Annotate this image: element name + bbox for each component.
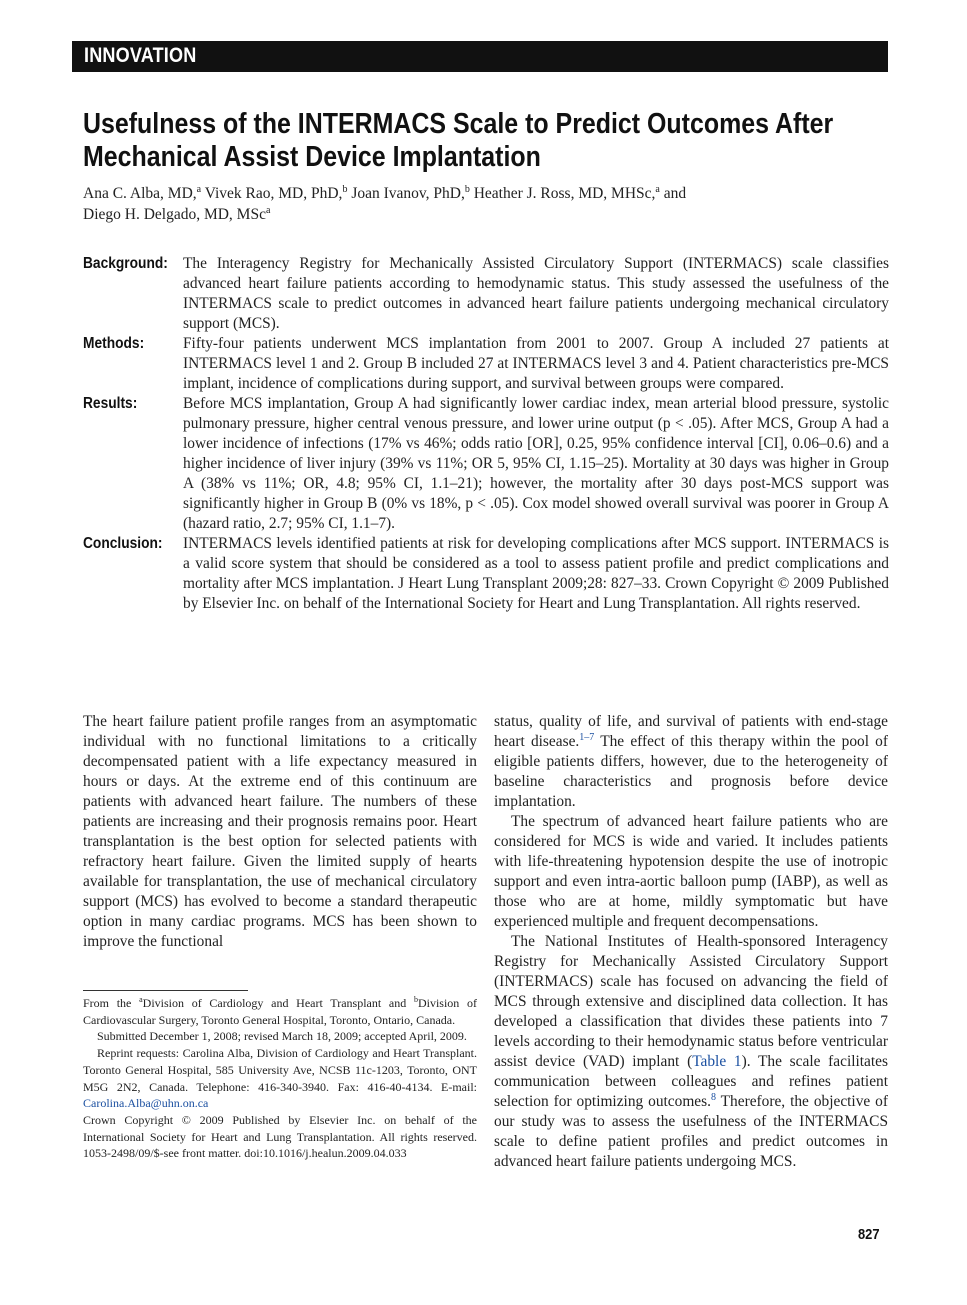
affiliation-mark: b	[413, 995, 418, 1004]
author-1: Ana C. Alba, MD,	[83, 185, 197, 202]
affiliation-mark: b	[464, 183, 470, 195]
author-2: Vivek Rao, MD, PhD,	[201, 185, 343, 202]
table-1-link[interactable]: Table 1	[692, 1053, 742, 1070]
title-line-1: Usefulness of the INTERMACS Scale to Predict Outcomes After	[83, 108, 834, 140]
abstract-results	[83, 394, 889, 534]
footnote-affiliations	[83, 995, 477, 1028]
citation-link[interactable]: 1–7	[579, 731, 595, 743]
email-link[interactable]: Carolina.Alba@uhn.on.ca	[83, 1096, 209, 1111]
abstract-methods-text: Fifty-four patients underwent MCS implantation from 2001 to 2007. Group A included 27 patients at INTERMACS level 1 and 2. Group B included 27 at INTERMACS level 3 and 4. Patient characteristics pre-MCS implant, incidence of complications during support, and survival between groups were compared.	[183, 335, 889, 392]
body-right-column	[494, 712, 888, 1172]
paragraph-text: The effect of this therapy within the pool of eligible patients differs, however, due to the heterogeneity of baseline characteristics and prognosis before device implantation.	[494, 733, 889, 810]
body-right-paragraph-1	[494, 712, 888, 812]
abstract-background	[83, 254, 889, 334]
author-list	[83, 183, 803, 225]
footnotes	[83, 995, 477, 1162]
author-and: and	[659, 185, 687, 202]
abstract-conclusion-label: Conclusion:	[83, 535, 163, 552]
affiliation-mark: a	[655, 183, 660, 195]
paragraph-text: The National Institutes of Health-sponsored Interagency Registry for Mechanically Assisted Circulatory Support (INTERMACS) scale has focused on advancing the field of MCS through extensive and disciplined data collection. It has developed a classification that divides these patients into 7 levels according to their hemodynamic status before ventricular assist device (VAD) implant (	[494, 933, 888, 1070]
abstract-conclusion-text: INTERMACS levels identified patients at risk for developing complications after MCS support. INTERMACS is a valid score system that should be considered as a tool to assess patient profile and predict complications and mortality after MCS implantation. J Heart Lung Transplant 2009;28: 827–33. Crown Copyright © 2009 Published by Elsevier Inc. on behalf of the International Society for Heart and Lung Transplantation. All rights reserved.	[183, 535, 889, 612]
abstract-results-text: Before MCS implantation, Group A had significantly lower cardiac index, mean arterial blood pressure, systolic pulmonary pressure, higher central venous pressure, and lower urine output (p < .05). After MCS, Group A had a lower incidence of infections (17% vs 46%; odds ratio [OR], 0.25, 95% confidence interval [CI], 0.06–0.6) and a higher incidence of liver injury (39% vs 11%; OR 5, 95% CI, 1.15–25). Mortality at 30 days was higher in Group A (38% vs 11%; OR, 4.8; 95% CI, 1.1–21); however, the mortality after 30 days post-MCS support was significantly higher in Group B (0% vs 18%, p < .05). Cox model showed overall survival was poorer in Group A (hazard ratio, 2.7; 95% CI, 1.1–7).	[183, 395, 889, 532]
footnote-text: Reprint requests: Carolina Alba, Division of Cardiology and Heart Transplant. Toronto General Hospital, 585 University Ave, NCSB 11c-1203, Toronto, ONT M5G 2N2, Canada. Telephone: 416-340-3940. Fax: 416-40-4134. E-mail:	[83, 1046, 477, 1094]
author-4: Heather J. Ross, MD, MHSc,	[469, 185, 656, 202]
footnote-submitted: Submitted December 1, 2008; revised March 18, 2009; accepted April, 2009.	[97, 1029, 467, 1044]
citation-link[interactable]: 8	[710, 1091, 716, 1103]
footnote-reprint	[83, 1045, 477, 1112]
footnote-copyright: Crown Copyright © 2009 Published by Elsevier Inc. on behalf of the International Society for Heart and Lung Transplantation. All rights reserved. 1053-2498/09/$-see front matter. doi:10.1016/j.healun.2009.04.033	[83, 1112, 477, 1161]
abstract-methods-label: Methods:	[83, 335, 145, 352]
paragraph-text: Therefore, the objective of our study was to assess the usefulness of the INTERMACS scale to define patient profiles and predict outcomes in advanced heart failure patients undergoing MCS.	[494, 1093, 888, 1170]
affiliation-mark: a	[196, 183, 202, 195]
paragraph-text: ). The scale facilitates communication between colleagues and refines patient selection for optimizing outcomes.	[494, 1053, 888, 1110]
body-right-paragraph-3	[494, 932, 888, 1172]
article-title	[83, 108, 840, 174]
affiliation-mark: b	[342, 183, 348, 195]
abstract-conclusion	[83, 534, 889, 614]
paragraph-text: status, quality of life, and survival of patients with end-stage heart disease.	[494, 713, 888, 750]
footnote-divider	[83, 990, 248, 991]
author-5: Diego H. Delgado, MD, MSc	[83, 206, 266, 223]
page-number: 827	[858, 1226, 880, 1243]
body-right-paragraph-2: The spectrum of advanced heart failure patients who are considered for MCS is wide and varied. It includes patients with life-threatening hypotension despite the use of inotropic support and even intra-aortic balloon pump (IABP), as well as those who are at home, mildly symptomatic but have experienced multiple and frequent decompensations.	[494, 813, 888, 930]
affiliation-mark: a	[265, 204, 271, 216]
body-left-paragraph: The heart failure patient profile ranges from an asymptomatic individual with no functional limitations to a critically decompensated patient with a life expectancy measured in hours or days. At the extreme end of this continuum are patients with advanced heart failure. The numbers of these patients are increasing and their prognosis remains poor. Heart transplantation is the best option for selected patients with refractory heart failure. Given the limited supply of hearts available for transplantation, the use of mechanical circulatory support (MCS) has evolved to become a standard therapeutic option in many cardiac programs. MCS has been shown to improve the functional	[83, 713, 477, 950]
abstract-background-label: Background:	[83, 255, 168, 272]
footnote-text: Division of Cardiology and Heart Transplant and	[142, 996, 414, 1010]
section-banner-label: INNOVATION	[84, 44, 197, 67]
abstract-methods	[83, 334, 889, 394]
abstract-background-text: The Interagency Registry for Mechanically Assisted Circulatory Support (INTERMACS) scale classifies advanced heart failure patients according to hemodynamic status. This study assessed the usefulness of the INTERMACS scale to predict outcomes in advanced heart failure patients undergoing mechanical circulatory support (MCS).	[183, 255, 889, 332]
section-banner	[72, 41, 888, 72]
title-line-2: Mechanical Assist Device Implantation	[83, 141, 541, 173]
author-3: Joan Ivanov, PhD,	[347, 185, 465, 202]
abstract-results-label: Results:	[83, 395, 138, 412]
affiliation-mark: a	[139, 995, 143, 1004]
footnote-text: From the	[83, 996, 140, 1010]
abstract	[83, 254, 889, 614]
footnote-text: Division of Cardiovascular Surgery, Toronto General Hospital, Toronto, Ontario, Canada.	[83, 996, 477, 1027]
